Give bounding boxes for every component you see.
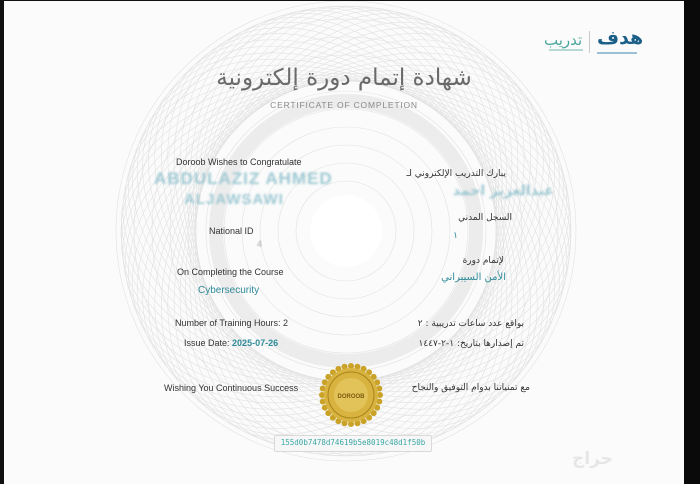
tadreeb-logo: تدريب: [544, 31, 583, 49]
wishing-en: Wishing You Continuous Success: [164, 383, 299, 393]
course-name-ar: الأمن السيبراني: [441, 272, 506, 283]
issue-date-label: Issue Date:: [184, 338, 230, 348]
hadaf-logo: [597, 27, 643, 49]
training-hours-ar: بواقع عدد ساعات تدريبية : ٢: [417, 319, 524, 329]
course-name-en: Cybersecurity: [198, 285, 260, 296]
wishing-ar: مع تمنياتنا بدوام التوفيق والنجاح: [411, 383, 530, 393]
congratulate-en: Doroob Wishes to Congratulate: [176, 157, 302, 167]
recipient-name-en-line2: ALJAWSAWI: [184, 191, 284, 208]
right-edge-bar: [684, 0, 700, 484]
completion-label-ar: لإتمام دورة: [462, 256, 504, 266]
certificate: [4, 1, 684, 484]
issue-date-ar: تم إصدارها بتاريخ: ١-٢-١٤٤٧: [418, 339, 524, 349]
title-arabic: شهادة إتمام دورة إلكترونية: [216, 65, 472, 91]
verification-code-box: [274, 435, 432, 452]
tadreeb-logo-subtitle: [549, 49, 583, 51]
congratulate-ar: يبارك التدريب الإلكتروني لـ: [406, 169, 506, 179]
title-english: CERTIFICATE OF COMPLETION: [270, 100, 418, 110]
national-id-value: 4: [257, 239, 263, 249]
verification-code: 155d0b7478d74619b5e8019c48d1f50b: [280, 438, 426, 447]
issue-date-value: 2025-07-26: [232, 338, 279, 348]
haraj-watermark: حراج: [572, 449, 613, 469]
course-label-en: On Completing the Course: [177, 267, 284, 277]
logo-separator: [589, 31, 590, 53]
national-id-label: National ID: [209, 226, 254, 236]
seal-text: DOROOB: [337, 394, 365, 400]
recipient-name-en-line1: ABDULAZIZ AHMED: [154, 169, 333, 188]
civil-record-value: ١: [453, 231, 458, 241]
civil-record-label: السجل المدني: [458, 213, 512, 223]
recipient-name-ar: عبدالعزيز احمد: [452, 183, 554, 199]
gold-seal-icon: [319, 363, 383, 427]
training-hours-en: Number of Training Hours: 2: [175, 318, 289, 328]
hadaf-logo-text: هدف: [597, 27, 644, 49]
issue-date-en: [184, 338, 278, 348]
